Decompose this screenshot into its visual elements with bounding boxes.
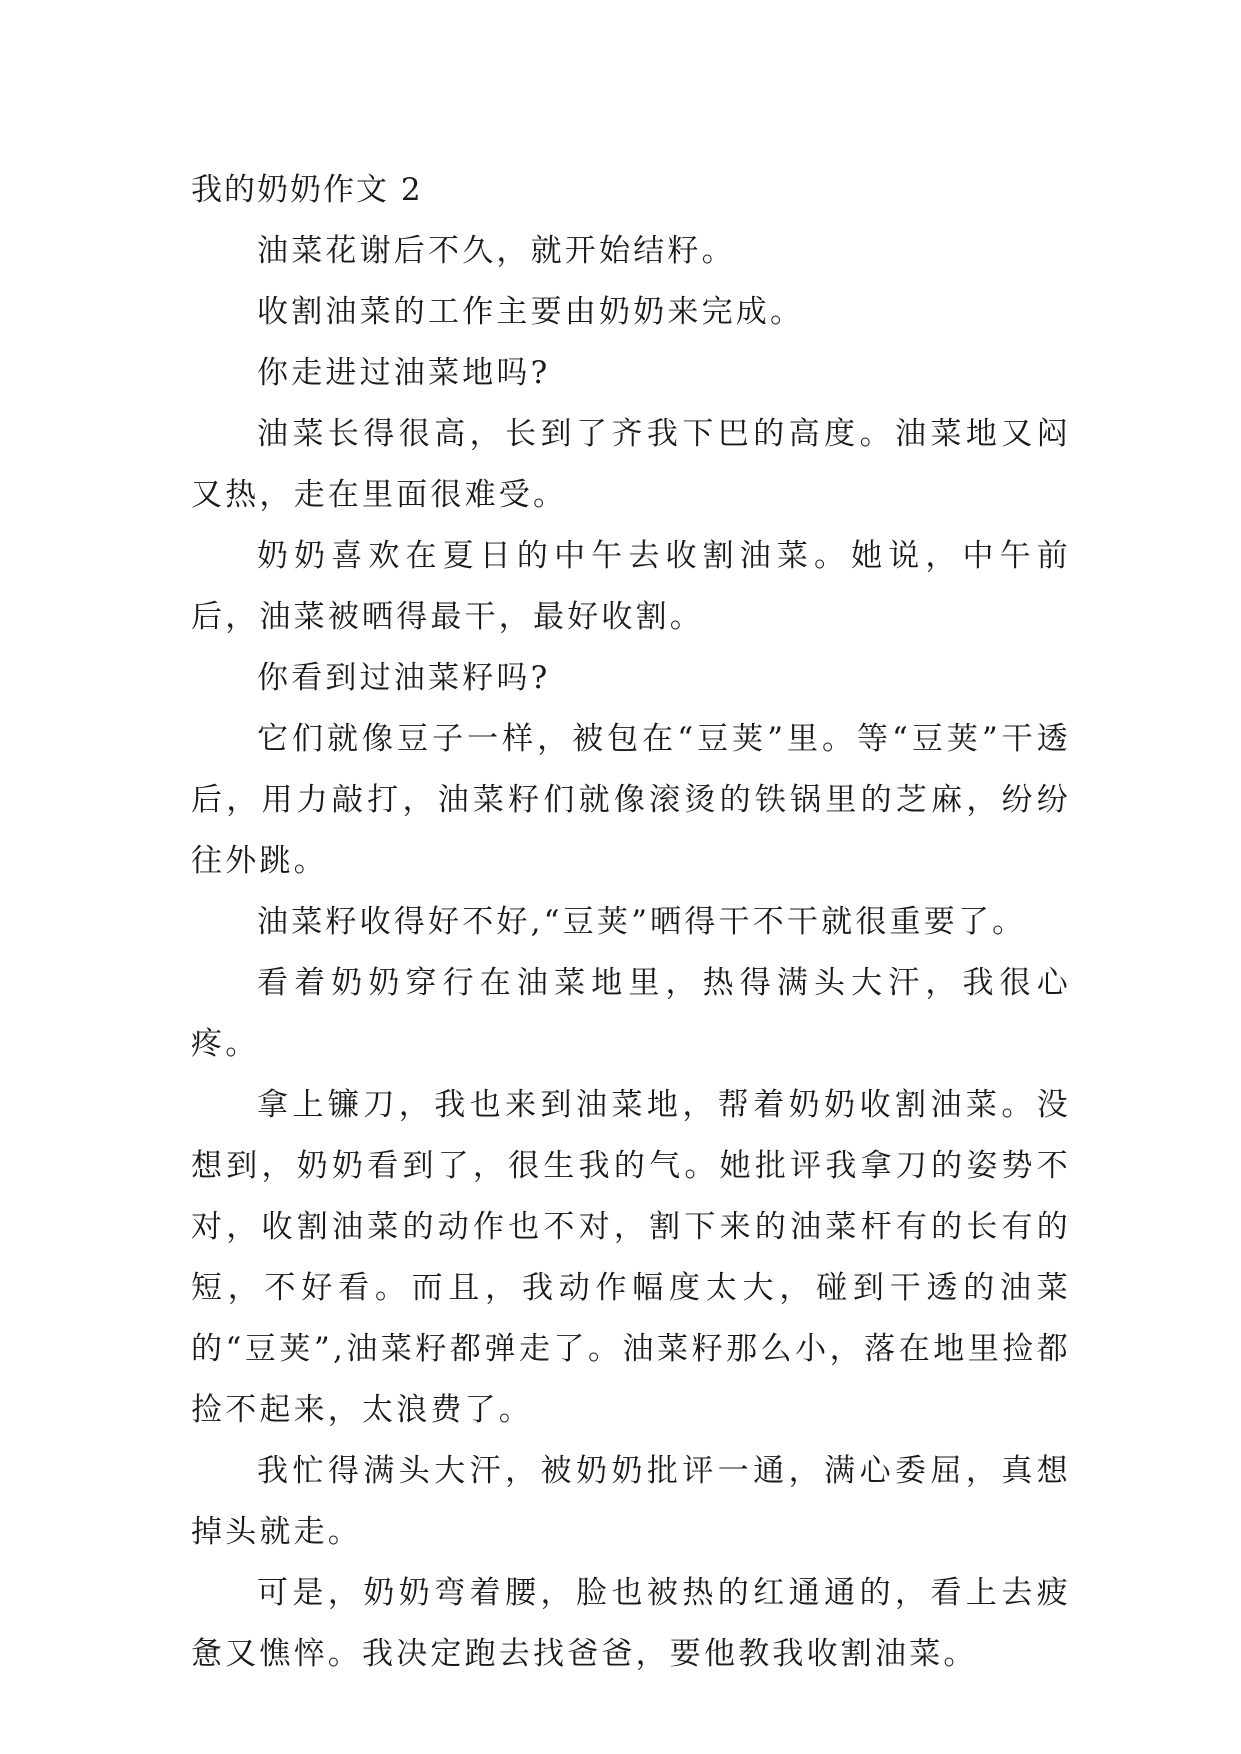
- paragraph: 它们就像豆子一样，被包在“豆荚”里。等“豆荚”干透后，用力敲打，油菜籽们就像滚烫的铁锅里的芝麻，纷纷往外跳。: [191, 721, 1071, 879]
- paragraph: 可是，奶奶弯着腰，脸也被热的红通通的，看上去疲惫又憔悴。我决定跑去找爸爸，要他教我收割油菜。: [191, 1575, 1071, 1672]
- paragraph: 看着奶奶穿行在油菜地里，热得满头大汗，我很心疼。: [191, 965, 1071, 1062]
- paragraph: 油菜花谢后不久，就开始结籽。: [257, 233, 736, 269]
- paragraph: 你走进过油菜地吗?: [257, 355, 551, 391]
- document-page: [191, 160, 1071, 1685]
- paragraph: 奶奶喜欢在夏日的中午去收割油菜。她说，中午前后，油菜被晒得最干，最好收割。: [191, 538, 1071, 635]
- paragraph: 收割油菜的工作主要由奶奶来完成。: [257, 294, 805, 330]
- document-title: 我的奶奶作文 2: [191, 172, 423, 208]
- paragraph: 你看到过油菜籽吗?: [257, 660, 551, 696]
- paragraph: 拿上镰刀，我也来到油菜地，帮着奶奶收割油菜。没想到，奶奶看到了，很生我的气。她批评我拿刀的姿势不对，收割油菜的动作也不对，割下来的油菜杆有的长有的短，不好看。而且，我动作幅度太大，碰到干透的油菜的“豆荚”,油菜籽都弹走了。油菜籽那么小，落在地里捡都捡不起来，太浪费了。: [191, 1087, 1071, 1428]
- paragraph: 油菜籽收得好不好,“豆荚”晒得干不干就很重要了。: [257, 904, 1027, 940]
- paragraph: 我忙得满头大汗，被奶奶批评一通，满心委屈，真想掉头就走。: [191, 1453, 1071, 1550]
- paragraph: 油菜长得很高，长到了齐我下巴的高度。油菜地又闷又热，走在里面很难受。: [191, 416, 1071, 513]
